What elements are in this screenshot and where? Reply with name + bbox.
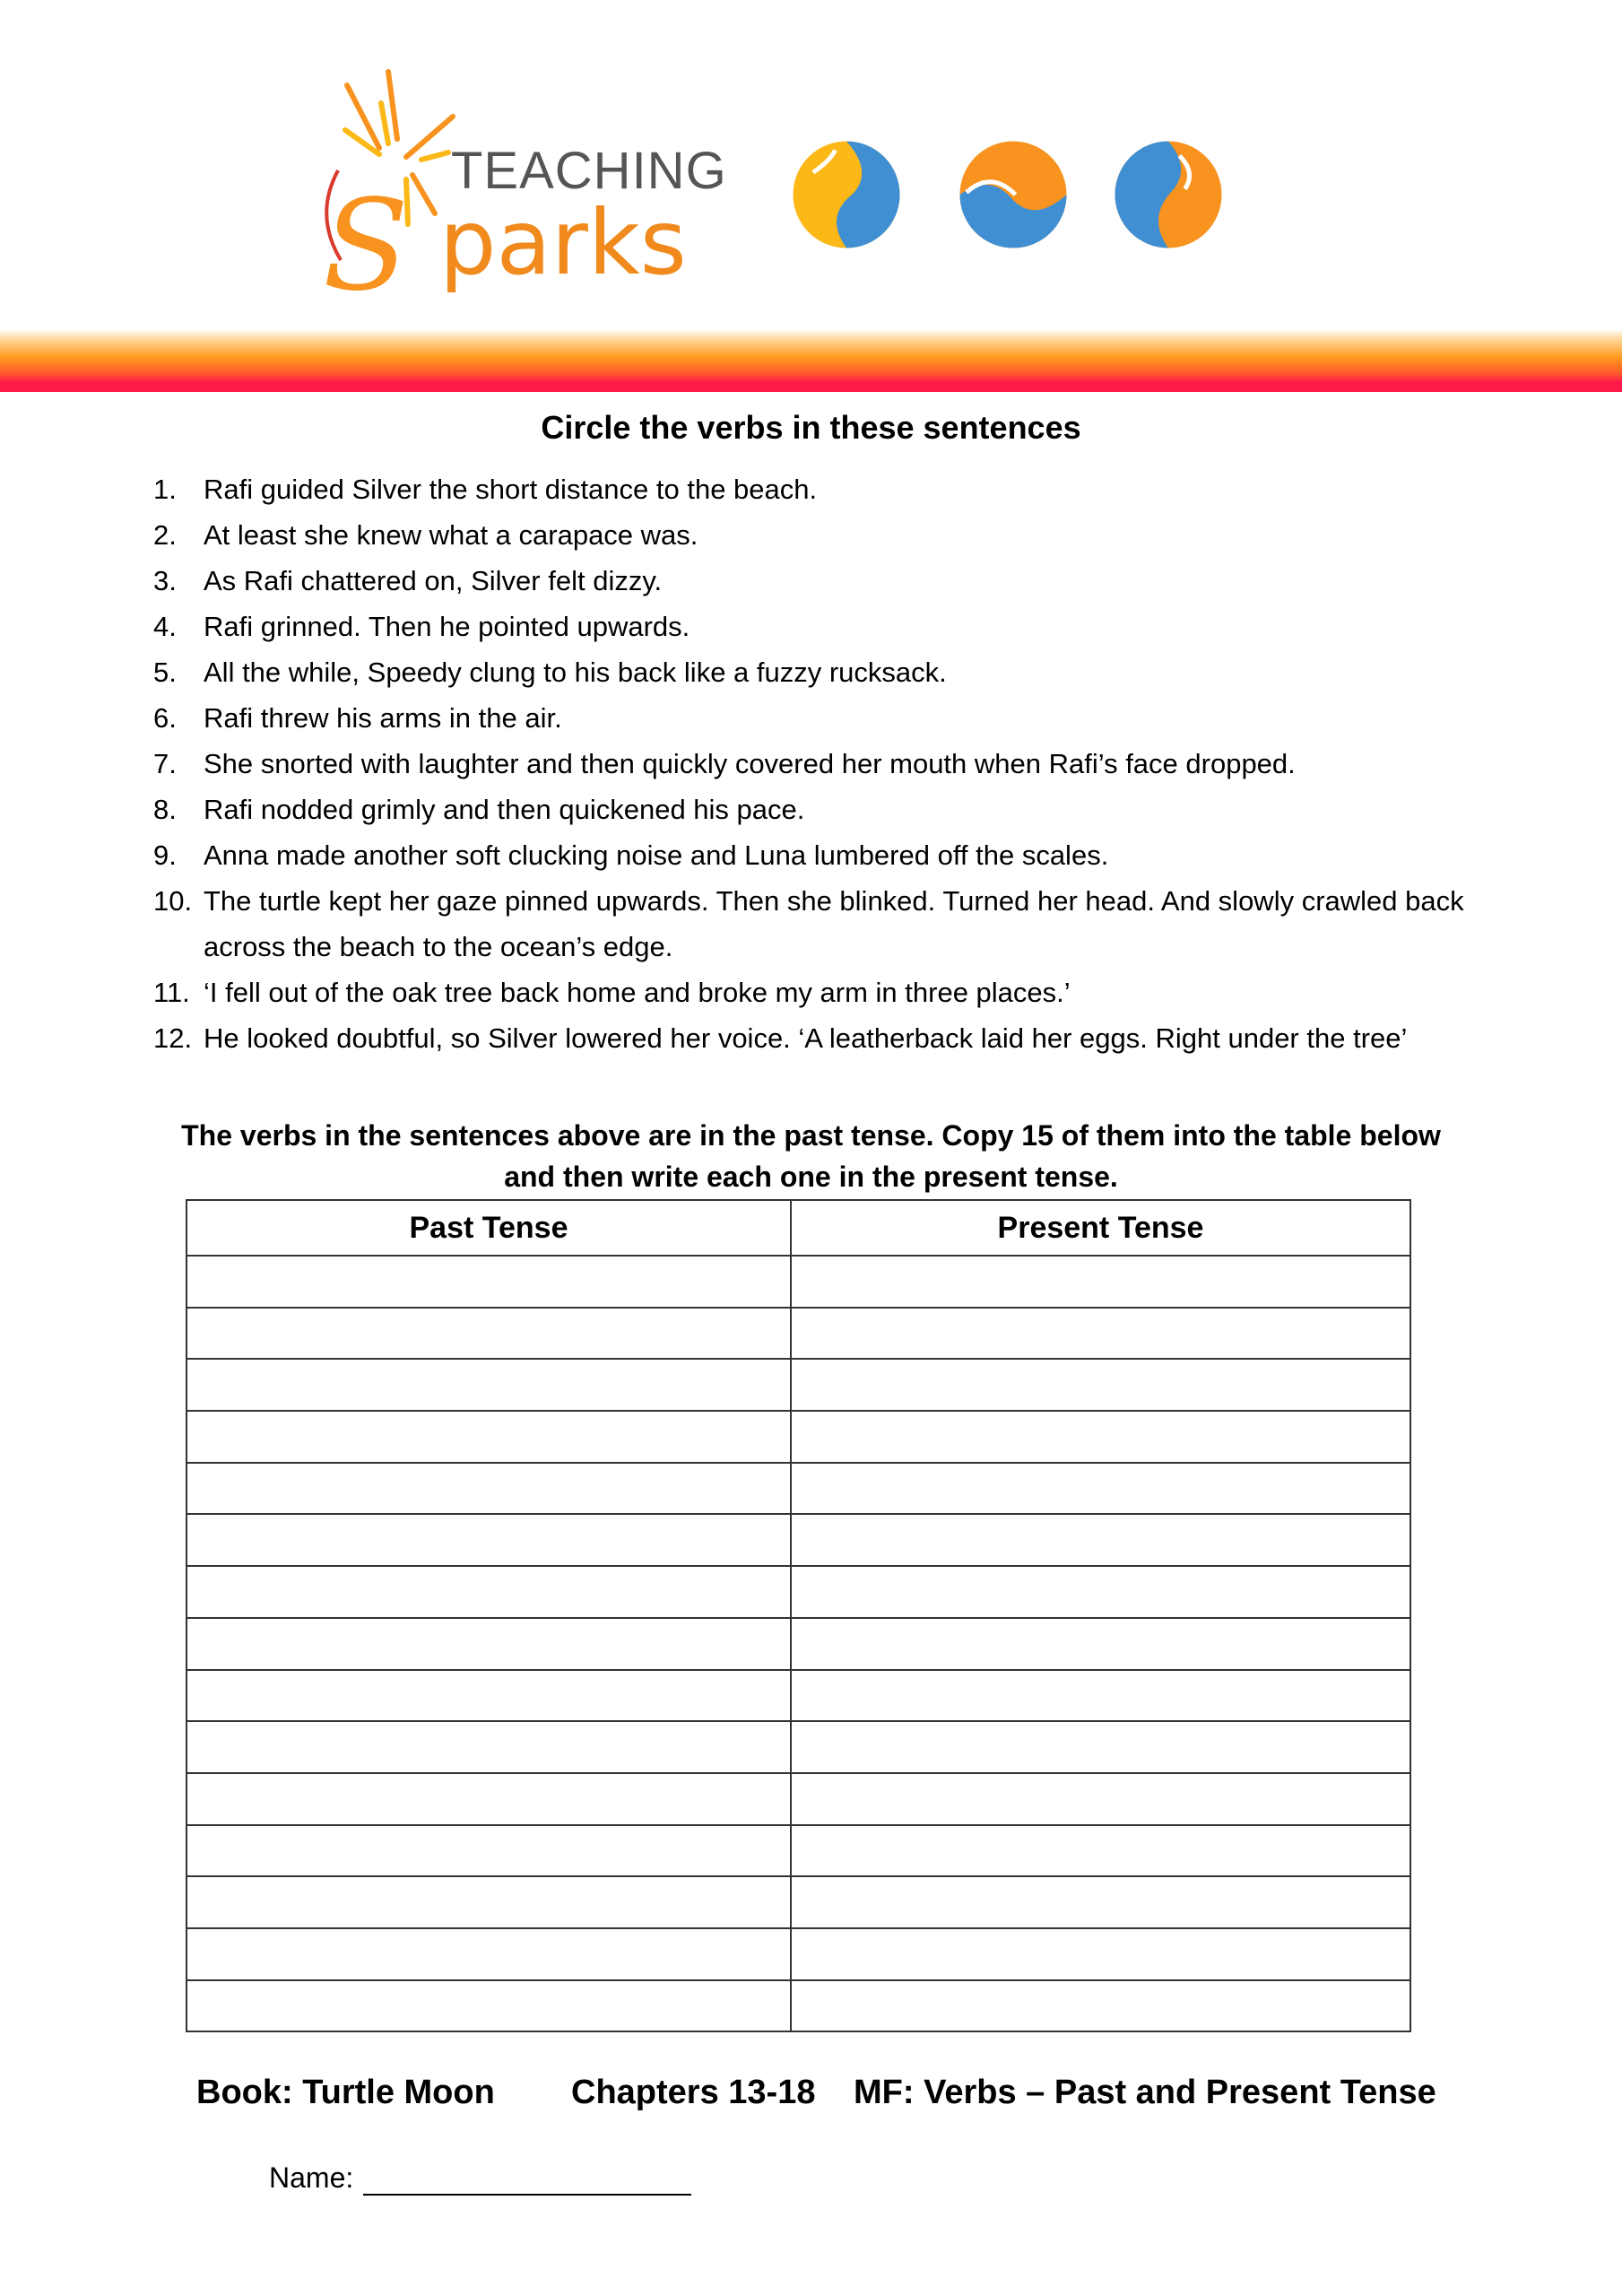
sentence-text: She snorted with laughter and then quickly covered her mouth when Rafi’s face dropped.: [204, 748, 1296, 779]
past-tense-cell[interactable]: [186, 1825, 791, 1877]
table-row: [186, 1980, 1410, 2032]
past-tense-cell[interactable]: [186, 1928, 791, 1980]
table-row: [186, 1876, 1410, 1928]
sentence-number: 10.: [153, 885, 193, 917]
table-row: [186, 1514, 1410, 1566]
present-tense-cell[interactable]: [791, 1618, 1410, 1670]
header-present-tense: Present Tense: [791, 1200, 1410, 1256]
present-tense-cell[interactable]: [791, 1876, 1410, 1928]
table-row: [186, 1928, 1410, 1980]
present-tense-cell[interactable]: [791, 1411, 1410, 1463]
table-row: [186, 1256, 1410, 1308]
table-row: [186, 1721, 1410, 1773]
table-instructions: [0, 1115, 1622, 1197]
sentence-item: [153, 466, 1516, 512]
sentence-item: [153, 558, 1516, 604]
past-tense-cell[interactable]: [186, 1411, 791, 1463]
sentence-number: 1.: [153, 474, 177, 505]
sentence-item: [153, 649, 1516, 695]
present-tense-cell[interactable]: [791, 1980, 1410, 2032]
past-tense-cell[interactable]: [186, 1514, 791, 1566]
table-row: [186, 1618, 1410, 1670]
sentence-number: 11.: [153, 977, 190, 1008]
sentence-number: 4.: [153, 611, 177, 642]
sentence-item: [153, 512, 1516, 558]
past-tense-cell[interactable]: [186, 1618, 791, 1670]
past-tense-cell[interactable]: [186, 1256, 791, 1308]
table-row: [186, 1359, 1410, 1411]
sentence-number: 3.: [153, 565, 177, 596]
svg-text:S: S: [323, 173, 409, 314]
sentence-item: [153, 970, 1516, 1015]
sentence-text: Rafi grinned. Then he pointed upwards.: [204, 611, 690, 642]
name-label: Name:: [269, 2161, 354, 2194]
sentence-number: 8.: [153, 794, 177, 825]
table-row: [186, 1463, 1410, 1515]
present-tense-cell[interactable]: [791, 1359, 1410, 1411]
sentence-text: ‘I fell out of the oak tree back home and broke my arm in three places.’: [204, 977, 1071, 1008]
sentence-text: As Rafi chattered on, Silver felt dizzy.: [204, 565, 663, 596]
past-tense-cell[interactable]: [186, 1721, 791, 1773]
sentence-text: Rafi guided Silver the short distance to the beach.: [204, 474, 818, 505]
fire-water-emblem-icon: [958, 139, 1069, 250]
svg-text:parks: parks: [439, 190, 687, 295]
table-body: [186, 1256, 1410, 2031]
past-tense-cell[interactable]: [186, 1670, 791, 1722]
sentence-item: [153, 787, 1516, 832]
sentence-list: [153, 466, 1516, 1061]
worksheet-title: Circle the verbs in these sentences: [541, 409, 1081, 446]
table-row: [186, 1670, 1410, 1722]
sentence-number: 9.: [153, 839, 177, 871]
sentence-text: Anna made another soft clucking noise and Luna lumbered off the scales.: [204, 839, 1109, 871]
tense-table: [186, 1199, 1411, 2032]
present-tense-cell[interactable]: [791, 1463, 1410, 1515]
sentence-text: Rafi nodded grimly and then quickened his pace.: [204, 794, 805, 825]
table-row: [186, 1411, 1410, 1463]
header-past-tense: Past Tense: [186, 1200, 791, 1256]
table-row: [186, 1825, 1410, 1877]
sentence-item: [153, 741, 1516, 787]
past-tense-cell[interactable]: [186, 1773, 791, 1825]
sentence-text: He looked doubtful, so Silver lowered her voice. ‘A leatherback laid her eggs. Right under the tree’: [204, 1022, 1408, 1054]
sentence-number: 7.: [153, 748, 177, 779]
present-tense-cell[interactable]: [791, 1670, 1410, 1722]
sentence-text: Rafi threw his arms in the air.: [204, 702, 562, 734]
instruction-line: The verbs in the sentences above are in the past tense. Copy 15 of them into the table below: [181, 1119, 1441, 1152]
sentence-number: 5.: [153, 657, 177, 688]
teaching-sparks-logo: [318, 54, 740, 314]
sentence-item: [153, 604, 1516, 649]
name-field[interactable]: [363, 2194, 691, 2196]
sentence-item: [153, 1015, 1516, 1061]
header-gradient-band: [0, 329, 1622, 392]
present-tense-cell[interactable]: [791, 1256, 1410, 1308]
present-tense-cell[interactable]: [791, 1566, 1410, 1618]
past-tense-cell[interactable]: [186, 1463, 791, 1515]
sentence-text: At least she knew what a carapace was.: [204, 519, 698, 551]
sentence-item: [153, 695, 1516, 741]
present-tense-cell[interactable]: [791, 1928, 1410, 1980]
past-tense-cell[interactable]: [186, 1359, 791, 1411]
sentence-number: 2.: [153, 519, 177, 551]
table-row: [186, 1773, 1410, 1825]
past-tense-cell[interactable]: [186, 1876, 791, 1928]
past-tense-cell[interactable]: [186, 1980, 791, 2032]
sentence-item: [153, 878, 1516, 970]
sentence-number: 12.: [153, 1022, 193, 1054]
table-row: [186, 1566, 1410, 1618]
svg-text:TEACHING: TEACHING: [451, 142, 727, 200]
footer-book: Book: Turtle Moon: [196, 2074, 495, 2111]
footer-topic: MF: Verbs – Past and Present Tense: [854, 2074, 1436, 2111]
fire-water-emblem-icon: [1113, 139, 1224, 250]
sentence-item: [153, 832, 1516, 878]
present-tense-cell[interactable]: [791, 1773, 1410, 1825]
present-tense-cell[interactable]: [791, 1825, 1410, 1877]
present-tense-cell[interactable]: [791, 1514, 1410, 1566]
sentence-text: All the while, Speedy clung to his back like a fuzzy rucksack.: [204, 657, 947, 688]
present-tense-cell[interactable]: [791, 1308, 1410, 1360]
sentence-text: The turtle kept her gaze pinned upwards. Then she blinked. Turned her head. And slowly crawled back across the beach to the ocean’s edge.: [204, 885, 1464, 962]
instruction-line: and then write each one in the present tense.: [504, 1161, 1118, 1193]
past-tense-cell[interactable]: [186, 1308, 791, 1360]
present-tense-cell[interactable]: [791, 1721, 1410, 1773]
sentence-number: 6.: [153, 702, 177, 734]
table-row: [186, 1308, 1410, 1360]
past-tense-cell[interactable]: [186, 1566, 791, 1618]
footer-chapters: Chapters 13-18: [571, 2074, 816, 2111]
fire-water-emblem-icon: [791, 139, 902, 250]
